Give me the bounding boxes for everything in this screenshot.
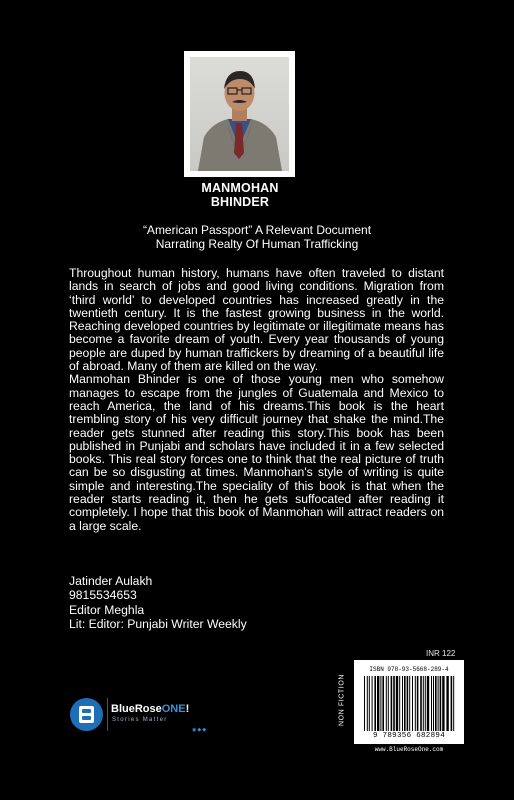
genre-label	[330, 665, 354, 735]
author-name-line2: BHINDER	[210, 195, 270, 209]
barcode-bar	[438, 676, 439, 731]
reviewer-signature	[69, 574, 369, 631]
barcode-bar	[399, 676, 400, 731]
barcode-bar	[404, 676, 406, 731]
barcode-bar	[386, 676, 387, 731]
subtitle-line2: Narrating Realty Of Human Trafficking	[155, 237, 359, 251]
price-label: INR 122	[426, 649, 456, 658]
barcode-bar	[402, 676, 403, 731]
barcode-bar	[407, 676, 409, 731]
barcode-bar	[412, 676, 413, 731]
barcode-bar	[453, 676, 454, 731]
publisher-tagline: Stories Matter	[112, 717, 168, 723]
social-media-icons: ◉◆◆	[192, 727, 208, 733]
author-name	[200, 181, 280, 209]
author-portrait-icon	[190, 57, 289, 171]
barcode-bar	[433, 676, 434, 731]
barcode-bar	[391, 676, 393, 731]
barcode-bar	[396, 676, 398, 731]
barcode-bar	[377, 676, 379, 731]
barcode-bar	[425, 676, 426, 731]
author-name-line1: MANMOHAN	[201, 181, 279, 195]
isbn-label: ISBN 978-93-5668-289-4	[369, 666, 449, 673]
reviewer-phone: 9815534653	[69, 588, 137, 603]
barcode-bar	[380, 676, 381, 731]
brand-accent: ONE	[161, 703, 186, 715]
blurb-text	[69, 267, 444, 533]
barcode-bar	[446, 676, 448, 731]
barcode-bar	[409, 676, 410, 731]
barcode-bar	[374, 676, 376, 731]
barcode-bars	[362, 676, 456, 731]
barcode-bar	[440, 676, 442, 731]
reviewer-role-1: Editor Meghla	[69, 602, 145, 617]
barcode-bar	[427, 676, 429, 731]
publisher-website: www.BlueRoseOne.com	[374, 746, 444, 753]
logo-divider	[107, 698, 108, 731]
brand-suffix: !	[185, 703, 190, 715]
reviewer-name: Jatinder Aulakh	[69, 574, 153, 588]
blurb-paragraph-1: Throughout human history, humans have often traveled to distant lands in search of jobs and good living conditions. Migration from ‘third world’ to developed countries has increased greatly in the twentieth century. It is the fastest growing business in the world. Reaching developed countries by legitimate or illegitimate means has become a favorite dream of youth. Every year thousands of young people are duped by human traffickers by dreaming of a beautiful life of abroad. Many of them are killed on the way.	[69, 266, 444, 374]
blurb-paragraph-2: Manmohan Bhinder is one of those young men who somehow manages to escape from the jungles of Guatemala and Mexico to reach America, the land of his dreams.This book is the heart trembling story of his very difficult journey that shake the mind.The reader gets stunned after reading this story.This book has been published in Punjabi and scholars have included it in a few selected books. This real story forces one to think that the real picture of truth can be so disgusting at times. Manmohan's style of writing is quite simple and interesting.The speciality of this book is that when the reader starts reading it, then he gets suffocated after reading it completely. I hope that this book of Manmohan will attract readers on a large scale.	[69, 372, 444, 533]
barcode-bar	[369, 676, 370, 731]
barcode-bar	[423, 676, 424, 731]
reviewer-role-2: Lit: Editor: Punjabi Writer Weekly	[69, 616, 247, 631]
barcode-digits: 9 789356 682894	[372, 732, 445, 740]
barcode-bar	[364, 676, 365, 731]
publisher-brand	[111, 703, 189, 715]
barcode-bar	[417, 676, 419, 731]
genre-text: NON FICTION	[338, 673, 346, 727]
barcode-bar	[372, 676, 373, 731]
brand-main: BlueRose	[111, 703, 162, 715]
barcode-bar	[431, 676, 432, 731]
barcode-bar	[367, 676, 368, 731]
author-photo	[190, 57, 289, 171]
barcode-bar	[388, 676, 389, 731]
barcode-bar	[435, 676, 437, 731]
barcode-bar	[393, 676, 395, 731]
subtitle-line1: “American Passport” A Relevant Document	[142, 223, 372, 237]
barcode-bar	[420, 676, 422, 731]
barcode-bar	[451, 676, 453, 731]
bluerose-logo-icon	[70, 698, 103, 731]
barcode-bar	[442, 676, 444, 731]
barcode-bar	[382, 676, 384, 731]
isbn-barcode	[354, 660, 464, 744]
barcode-bar	[415, 676, 416, 731]
author-photo-frame	[184, 51, 295, 177]
book-subtitle	[0, 223, 514, 251]
